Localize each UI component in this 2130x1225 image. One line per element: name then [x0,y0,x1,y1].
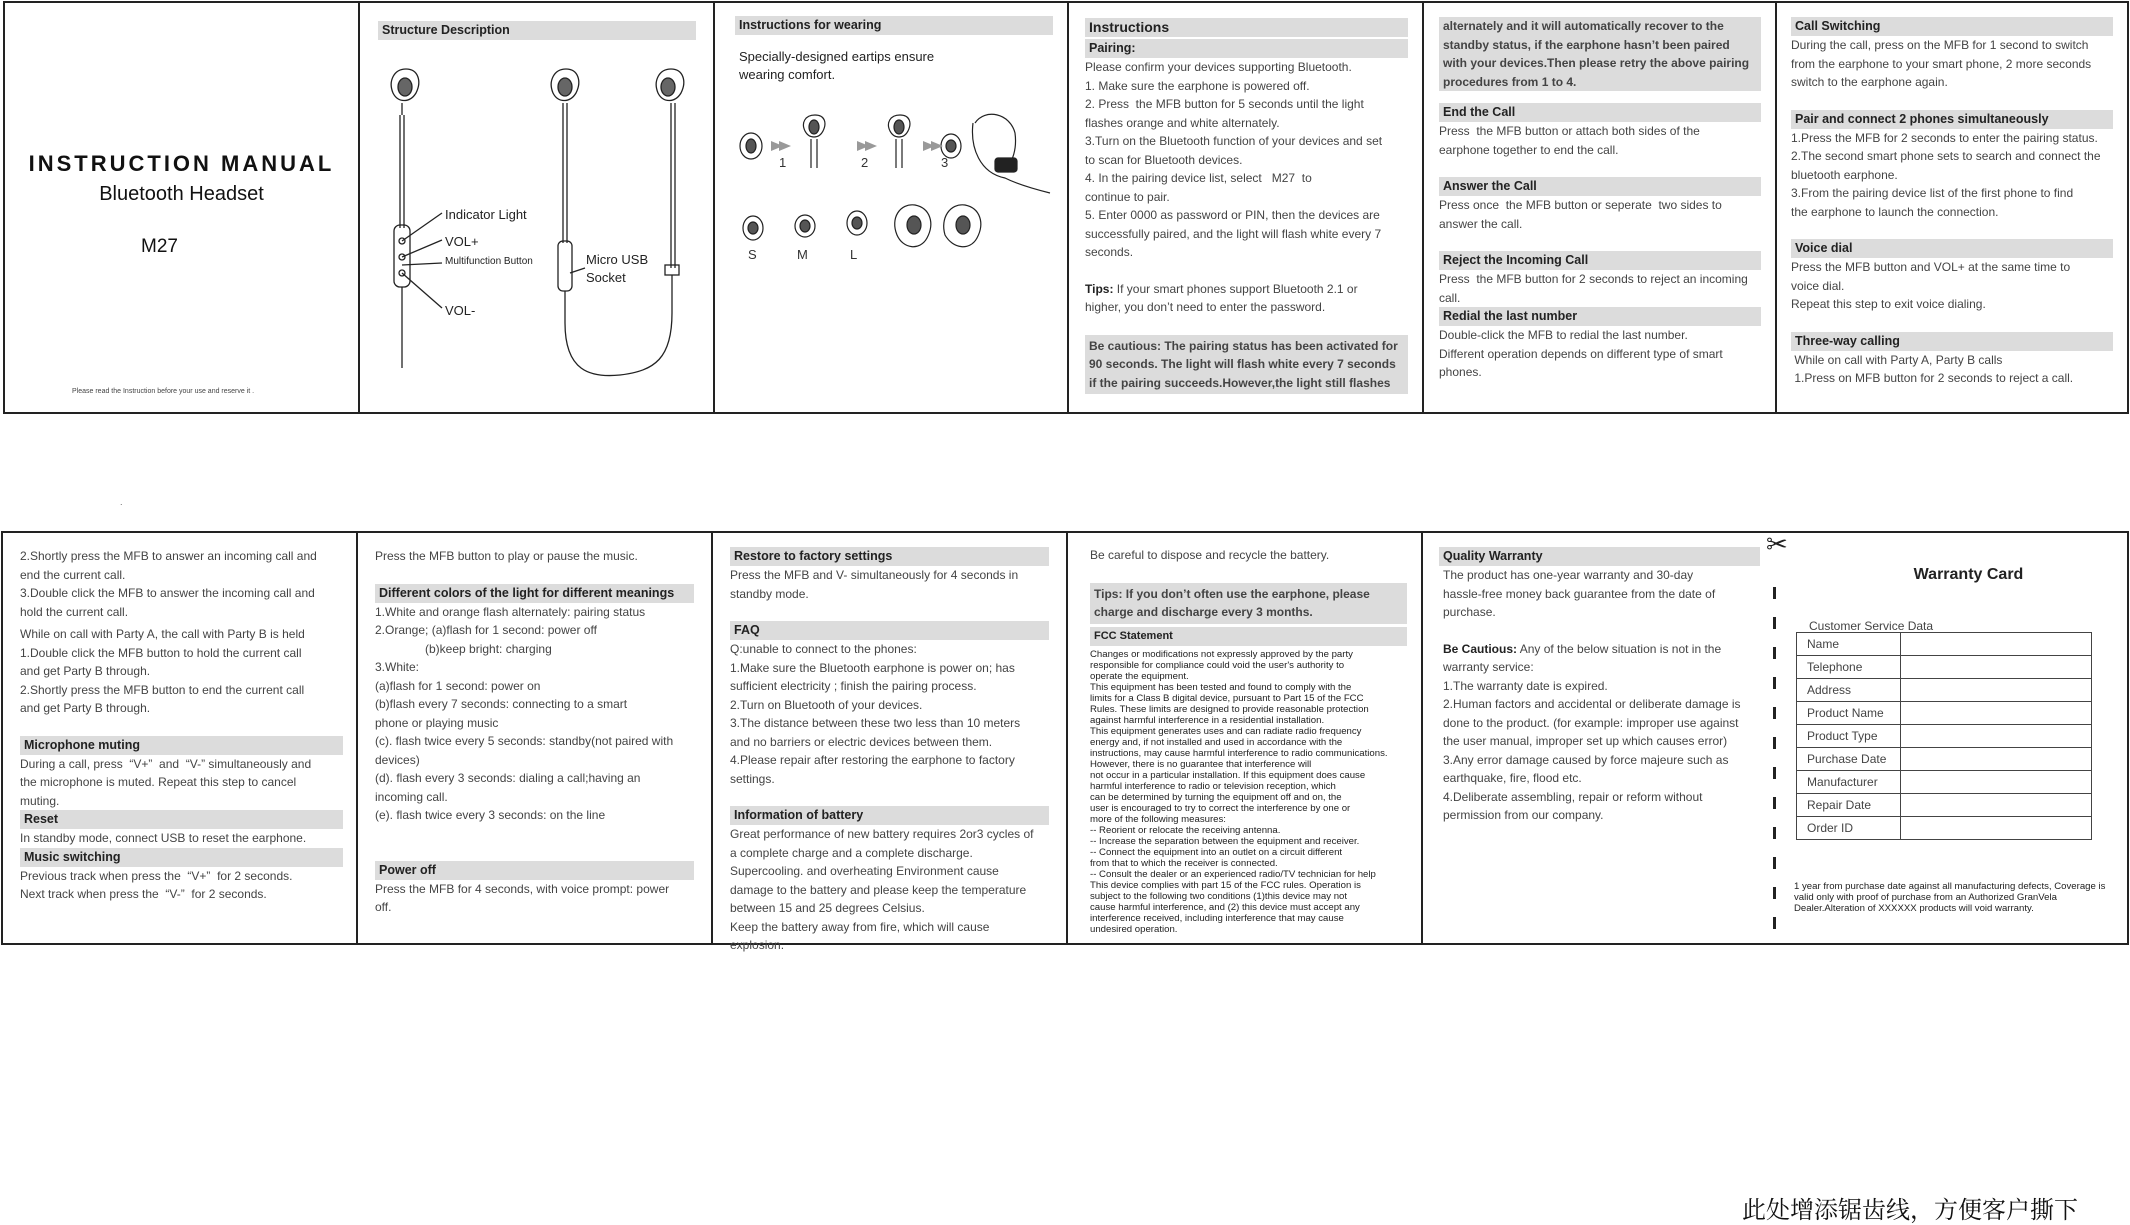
three-way-header: Three-way calling [1791,332,2113,351]
fcc-line: user is encouraged to try to correct the interference by one or [1090,802,1351,814]
fcc-line: harmful interference to radio or television reception, which [1090,780,1336,792]
tear-line [1776,539,1780,943]
instructions-header: Instructions [1085,18,1408,37]
instructions-panel [1067,1,1424,414]
wearing-header: Instructions for wearing [735,16,1053,35]
text-line: 2.Shortly press the MFB to answer an incoming call and [20,549,317,563]
text-line: seconds. [1085,245,1134,259]
text-line: 5. Enter 0000 as password or PIN, then the devices are [1085,208,1380,222]
text-line: 3.Turn on the Bluetooth function of your devices and set [1085,134,1383,148]
faq-panel [711,531,1068,952]
text-line: warranty service: [1443,660,1534,674]
footnote-line: valid only with proof of purchase from an Authorized GranVela [1794,892,2057,903]
label-vol-minus: VOL- [445,303,476,318]
warranty-card-row [1797,633,2092,656]
text-line: voice dial. [1791,278,1845,293]
text-line: Keep the battery away from fire, which will cause [730,919,990,934]
text-line: muting. [20,793,60,808]
text-line: (b)flash every 7 seconds: connecting to a smart [375,697,628,711]
label-multifunction-button: Multifunction Button [445,256,533,267]
pairing-steps [1085,58,1408,262]
text-line: Next track when press the “V-” for 2 seconds. [20,887,267,901]
fcc-line: -- Consult the dealer or an experienced radio/TV technician for help [1090,868,1376,880]
text-line: Please confirm your devices supporting Bluetooth. [1085,60,1352,74]
fcc-line: This device complies with part 15 of the FCC rules. Operation is [1090,879,1361,891]
text-line: phone or playing music [375,715,499,730]
text-line: 1.Make sure the Bluetooth earphone is power on; has [730,660,1015,675]
text-line: 2.Human factors and accidental or deliberate damage is [1443,697,1741,711]
text-line: and get Party B through. [20,701,151,715]
text-line: While on call with Party A, the call with Party B is held [20,627,305,641]
three-way-text [1791,351,2113,388]
end-call-header: End the Call [1439,103,1761,122]
fcc-line: responsible for compliance could void the user's authority to [1090,659,1345,671]
step-3: 3 [941,155,949,170]
label-indicator-light: Indicator Light [445,207,527,222]
fcc-line: undesired operation. [1090,923,1178,935]
caution-line: alternately and it will automatically recover to the [1443,19,1724,33]
warranty-card-row [1797,794,2092,817]
voice-dial-header: Voice dial [1791,239,2113,258]
fcc-line: subject to the following two conditions (1)this device may not [1090,890,1348,902]
caution-line: standby status, if the earphone hasn’t been paired [1443,37,1730,52]
field-value[interactable] [1901,725,2092,748]
caution-line: Be cautious: The pairing status has been activated for [1089,338,1398,353]
text-line: Press once the MFB button or seperate two sides to [1439,198,1722,212]
text-line: bluetooth earphone. [1791,167,1898,182]
light-colors-text [375,603,694,825]
redial-header: Redial the last number [1439,307,1761,326]
step-1: 1 [779,155,787,170]
warranty-card-footnote [1794,881,2124,914]
text-line: 1.Double click the MFB button to hold the current call [20,645,302,660]
power-off-header: Power off [375,861,694,880]
text-line: the microphone is muted. Repeat this step to cancel [20,775,297,789]
text-line: earphone together to end the call. [1439,142,1619,157]
text-line: Previous track when press the “V+” for 2 seconds. [20,868,293,883]
cautious-line: Be Cautious: Any of the below situation is not in the [1443,641,1722,656]
fcc-line: from that to which the receiver is connected. [1090,857,1278,869]
pairing-header: Pairing: [1085,39,1408,58]
muting-panel [1,531,358,945]
text-line: Great performance of new battery requires 2or3 cycles of [730,827,1034,841]
text-line: switch to the earphone again. [1791,75,1948,89]
text-line: purchase. [1443,605,1496,619]
reject-call-header: Reject the Incoming Call [1439,251,1761,270]
text-line: hold the current call. [20,604,129,619]
warranty-card-row [1797,771,2092,794]
restore-header: Restore to factory settings [730,547,1049,566]
dispose-text: Be careful to dispose and recycle the battery. [1090,548,1330,562]
warranty-card-row [1797,702,2092,725]
text-line: end the current call. [20,567,126,582]
field-label: Name [1797,633,1901,656]
fcc-line: -- Increase the separation between the equipment and receiver. [1090,835,1360,847]
warranty-card-row [1797,817,2092,840]
pair-two-header: Pair and connect 2 phones simultaneously [1791,110,2113,129]
text-line: 1.Press the MFB for 2 seconds to enter the pairing status. [1791,130,2098,145]
tips-charge [1090,583,1407,624]
footnote-line: 1 year from purchase date against all manufacturing defects, Coverage is [1794,881,2106,892]
text-line: Press the MFB button and VOL+ at the same time to [1791,260,2071,274]
warranty-text [1439,566,1760,622]
text-line: 2.Turn on Bluetooth of your devices. [730,697,923,712]
field-value[interactable] [1901,656,2092,679]
text-line: Press the MFB button for 2 seconds to reject an incoming [1439,272,1748,286]
fcc-line: against harmful interference in a residential installation. [1090,714,1325,726]
text-line: Different operation depends on different type of smart [1439,346,1723,361]
fcc-line: However, there is no guarantee that interference will [1090,758,1312,770]
warranty-panel [1421,531,1778,945]
text-line: sufficient electricity ; finish the pairing process. [730,679,977,693]
answer-call-text [1439,196,1761,233]
label-micro-usb: Micro USB Socket [586,252,649,285]
size-l: L [850,247,858,262]
structure-header: Structure Description [378,21,696,40]
answer-hold-text [20,547,343,621]
field-label: Product Name [1797,702,1901,725]
field-label: Address [1797,679,1901,702]
field-label: Telephone [1797,656,1901,679]
earphone-structure-diagram [360,3,717,416]
caution-line: 90 seconds. The light will flash white every 7 seconds [1089,357,1396,371]
text-line: (a)flash for 1 second: power on [375,678,541,693]
text-line: Press the MFB and V- simultaneously for 4 seconds in [730,568,1019,582]
caution-line: procedures from 1 to 4. [1443,74,1577,89]
faq-header: FAQ [730,621,1049,640]
text-line: 4.Deliberate assembling, repair or reform without [1443,789,1703,804]
text-line: During a call, press “V+” and “V-” simultaneously and [20,756,312,771]
text-line: flashes orange and white alternately. [1085,115,1280,130]
fcc-line: not occur in a particular installation. If this equipment does cause [1090,769,1366,781]
text-line: successfully paired, and the light will flash white every 7 [1085,226,1382,241]
field-value[interactable] [1901,771,2092,794]
text-line: 1.White and orange flash alternately: pairing status [375,604,646,619]
text-line: 1. Make sure the earphone is powered off. [1085,78,1310,93]
field-value[interactable] [1901,817,2092,840]
text-line: from the earphone to your smart phone, 2 more seconds [1791,56,2092,71]
text-line: 3.From the pairing device list of the first phone to find [1791,186,2074,200]
play-pause-text: Press the MFB button to play or pause the music. [375,549,638,563]
fcc-header: FCC Statement [1090,627,1407,646]
size-m: M [797,247,808,262]
warranty-header: Quality Warranty [1439,547,1760,566]
field-value[interactable] [1901,794,2092,817]
battery-header: Information of battery [730,806,1049,825]
text-line: (e). flash twice every 3 seconds: on the line [375,808,606,822]
fcc-line: can be determined by turning the equipment off and on, the [1090,791,1342,803]
field-label: Product Type [1797,725,1901,748]
text-line: 3.The distance between these two less than 10 meters [730,716,1021,730]
warranty-card-table [1796,632,2092,840]
text-line: earthquake, fire, flood etc. [1443,771,1582,785]
wearing-diagram [715,3,1071,416]
caution-line: if the pairing succeeds.However,the light still flashes [1089,375,1391,390]
pairing-caution [1085,335,1408,395]
redial-text [1439,326,1761,382]
text-line: phones. [1439,365,1482,379]
text-line: (d). flash every 3 seconds: dialing a call;having an [375,771,641,785]
call-switching-header: Call Switching [1791,17,2113,36]
music-switch-text [20,867,343,904]
text-line: (b)keep bright: charging [375,641,552,656]
answer-call-header: Answer the Call [1439,177,1761,196]
text-line: 3.Double click the MFB to answer the incoming call and [20,586,315,600]
warranty-card-row [1797,748,2092,771]
lights-panel [356,531,713,945]
fcc-line: instructions, may cause harmful interference to radio communications. [1090,747,1388,759]
text-line: settings. [730,771,775,786]
cover-panel [3,1,360,414]
text-line: 2.The second smart phone sets to search and connect the [1791,149,2101,163]
field-value[interactable] [1901,702,2092,725]
fcc-line: Rules. These limits are designed to provide reasonable protection [1090,703,1369,715]
text-line: The product has one-year warranty and 30-day [1443,568,1694,582]
text-line: 4. In the pairing device list, select M27 to [1085,171,1312,185]
party-hold-text [20,625,343,718]
fcc-line: -- Connect the equipment into an outlet on a circuit different [1090,846,1343,858]
field-label: Order ID [1797,817,1901,840]
text-line: standby mode. [730,586,809,601]
stray-dot: . [120,497,123,507]
calls-panel [1422,1,1777,414]
music-switch-header: Music switching [20,848,343,867]
text-line: 1.Press on MFB button for 2 seconds to reject a call. [1791,371,2074,385]
text-line: explosion. [730,938,785,952]
wearing-panel [713,1,1069,414]
mute-text [20,755,343,811]
text-line: 2.Shortly press the MFB button to end the current call [20,682,305,697]
tips-line2: higher, you don’t need to enter the password. [1085,300,1326,314]
end-call-text [1439,122,1761,159]
reset-text [20,829,343,848]
text-line: damage to the battery and please keep the temperature [730,882,1027,897]
field-value[interactable] [1901,679,2092,702]
call-switching-panel [1775,1,2129,414]
footnote-line: Dealer.Alteration of XXXXXX products will void warranty. [1794,903,2034,914]
power-off-text [375,880,694,917]
structure-panel [358,1,715,414]
cover-note: Please read the Instruction before your use and reserve it . [72,388,255,395]
text-line: and get Party B through. [20,664,151,678]
warranty-card-title: Warranty Card [1913,566,2024,583]
fcc-line: interference received, including interference that may cause [1090,912,1344,924]
pair-two-text [1791,129,2113,222]
fcc-line: operate the equipment. [1090,670,1189,682]
fcc-line: more of the following measures: [1090,813,1226,825]
warranty-card-panel [1766,529,2129,945]
size-s: S [748,247,757,262]
text-line: Press the MFB for 4 seconds, with voice prompt: power [375,881,670,896]
text-line: Supercooling. and overheating Environment cause [730,864,999,878]
cautious-list [1439,658,1760,825]
text-line: 1.The warranty date is expired. [1443,678,1608,693]
text-line: Q:unable to connect to the phones: [730,642,917,656]
restore-text [730,566,1049,603]
manual-title: INSTRUCTION MANUAL [28,151,335,176]
text-line: answer the call. [1439,216,1523,231]
text-line: Repeat this step to exit voice dialing. [1791,297,1986,311]
field-value[interactable] [1901,633,2092,656]
text-line: 4.Please repair after restoring the earphone to factory [730,753,1015,767]
warranty-card-row [1797,725,2092,748]
text-line: the user manual, improper set up which causes error) [1443,734,1728,748]
reject-call-text [1439,270,1761,307]
product-subtitle: Bluetooth Headset [99,183,264,205]
voice-dial-text [1791,258,2113,314]
call-switching-text [1791,36,2113,92]
customer-service-label: Customer Service Data [1809,619,1934,633]
model-number: M27 [141,236,178,257]
field-label: Purchase Date [1797,748,1901,771]
text-line: the earphone to launch the connection. [1791,204,1999,219]
fcc-line: This equipment has been tested and found to comply with the [1090,681,1352,693]
faq-text [730,640,1049,788]
tips-line: Tips: If you don’t often use the earphone, please [1094,586,1370,601]
text-line: incoming call. [375,789,448,804]
fcc-text [1090,649,1407,935]
text-line: 3.White: [375,660,420,674]
text-line: (c). flash twice every 5 seconds: standby(not paired with [375,734,674,748]
tips-line1: Tips: If your smart phones support Bluetooth 2.1 or [1085,281,1358,296]
text-line: to scan for Bluetooth devices. [1085,152,1243,167]
text-line: 2.Orange; (a)flash for 1 second: power off [375,623,597,637]
mute-header: Microphone muting [20,736,343,755]
field-label: Repair Date [1797,794,1901,817]
fcc-line: Changes or modifications not expressly approved by the party [1090,648,1353,660]
text-line: between 15 and 25 degrees Celsius. [730,901,925,915]
bottom-chinese-note: 此处增添锯齿线，方便客户撕下 [1742,1196,2078,1224]
text-line: devices) [375,752,420,767]
warranty-card-row [1797,679,2092,702]
text-line: off. [375,900,392,914]
text-line: permission from our company. [1443,808,1604,822]
text-line: During the call, press on the MFB for 1 second to switch [1791,38,2089,52]
text-line: hassle-free money back guarantee from the date of [1443,586,1716,601]
light-colors-header: Different colors of the light for different meanings [375,584,694,603]
field-value[interactable] [1901,748,2092,771]
text-line: a complete charge and a complete discharge. [730,845,973,860]
label-vol-plus: VOL+ [445,234,479,249]
reset-header: Reset [20,810,343,829]
text-line: done to the product. (for example: improper use against [1443,715,1739,730]
text-line: Double-click the MFB to redial the last number. [1439,328,1688,342]
text-line: In standby mode, connect USB to reset the earphone. [20,831,307,845]
fcc-line: energy and, if not installed and used in accordance with the [1090,736,1343,748]
fcc-panel [1066,531,1423,945]
step-2: 2 [861,155,869,170]
text-line: 3.Any error damage caused by force majeure such as [1443,752,1729,767]
tips-line: charge and discharge every 3 months. [1094,605,1313,619]
pairing-caution-continued [1439,17,1761,91]
text-line: Press the MFB button or attach both sides of the [1439,124,1700,138]
battery-text [730,825,1049,955]
fcc-line: cause harmful interference, and (2) this device must accept any [1090,901,1360,913]
caution-line: with your devices.Then please retry the above pairing [1443,56,1750,70]
wearing-text: Specially-designed eartips ensure wearing comfort. [739,49,935,82]
text-line: and no barriers or electric devices between them. [730,734,993,749]
field-label: Manufacturer [1797,771,1901,794]
text-line: call. [1439,290,1461,305]
warranty-card-row [1797,656,2092,679]
fcc-line: -- Reorient or relocate the receiving antenna. [1090,824,1281,836]
text-line: 2. Press the MFB button for 5 seconds until the light [1085,97,1364,111]
scissors-icon: ✂ [1766,529,1788,559]
fcc-line: limits for a Class B digital device, pursuant to Part 15 of the FCC [1090,692,1364,704]
text-line: While on call with Party A, Party B calls [1791,352,2003,367]
fcc-line: This equipment generates uses and can radiate radio frequency [1090,725,1362,737]
text-line: continue to pair. [1085,189,1170,204]
